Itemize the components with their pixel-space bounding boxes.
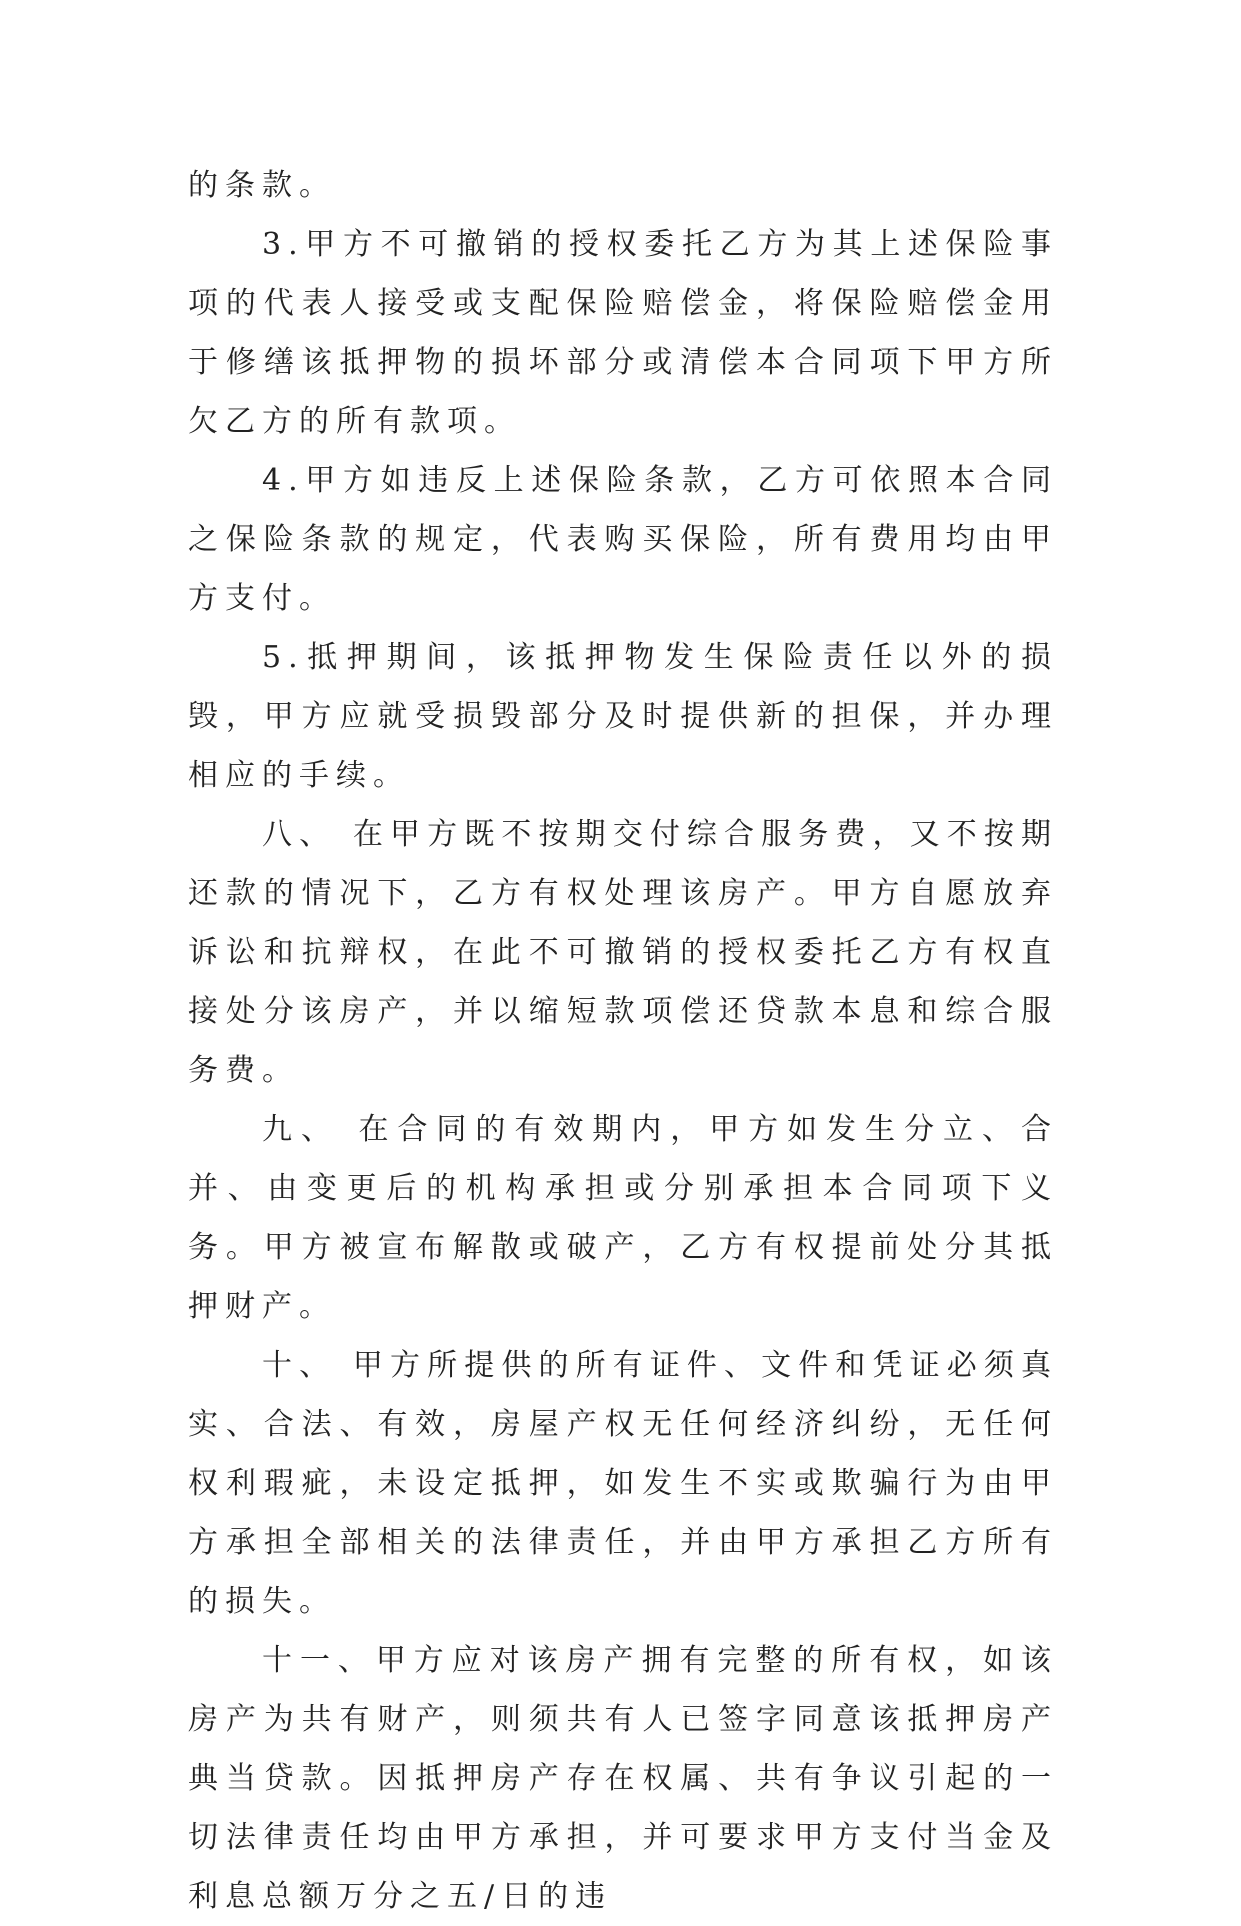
paragraph-article-10: 十、 甲方所提供的所有证件、文件和凭证必须真实、合法、有效，房屋产权无任何经济纠纷，无任何权利瑕疵，未设定抵押，如发生不实或欺骗行为由甲方承担全部相关的法律责任，并由甲方承担乙方所有的损失。 <box>188 1348 1058 1619</box>
paragraph-clause-5: 5.抵押期间，该抵押物发生保险责任以外的损毁，甲方应就受损毁部分及时提供新的担保，并办理相应的手续。 <box>188 640 1058 793</box>
paragraph-continuation: 的条款。 <box>188 168 336 203</box>
document-body <box>188 156 1058 1926</box>
paragraph-article-8: 八、 在甲方既不按期交付综合服务费，又不按期还款的情况下，乙方有权处理该房产。甲方自愿放弃诉讼和抗辩权，在此不可撤销的授权委托乙方有权直接处分该房产，并以缩短款项偿还贷款本息和综合服务费。 <box>188 817 1058 1088</box>
paragraph-clause-3: 3.甲方不可撤销的授权委托乙方为其上述保险事项的代表人接受或支配保险赔偿金，将保险赔偿金用于修缮该抵押物的损坏部分或清偿本合同项下甲方所欠乙方的所有款项。 <box>188 227 1058 439</box>
paragraph-article-9: 九、 在合同的有效期内，甲方如发生分立、合并、由变更后的机构承担或分别承担本合同项下义务。甲方被宣布解散或破产，乙方有权提前处分其抵押财产。 <box>188 1112 1058 1324</box>
paragraph-clause-4: 4.甲方如违反上述保险条款，乙方可依照本合同之保险条款的规定，代表购买保险，所有费用均由甲方支付。 <box>188 463 1058 616</box>
paragraph-article-11: 十一、甲方应对该房产拥有完整的所有权，如该房产为共有财产，则须共有人已签字同意该抵押房产典当贷款。因抵押房产存在权属、共有争议引起的一切法律责任均由甲方承担，并可要求甲方支付当金及利息总额万分之五/日的违 <box>188 1643 1058 1914</box>
